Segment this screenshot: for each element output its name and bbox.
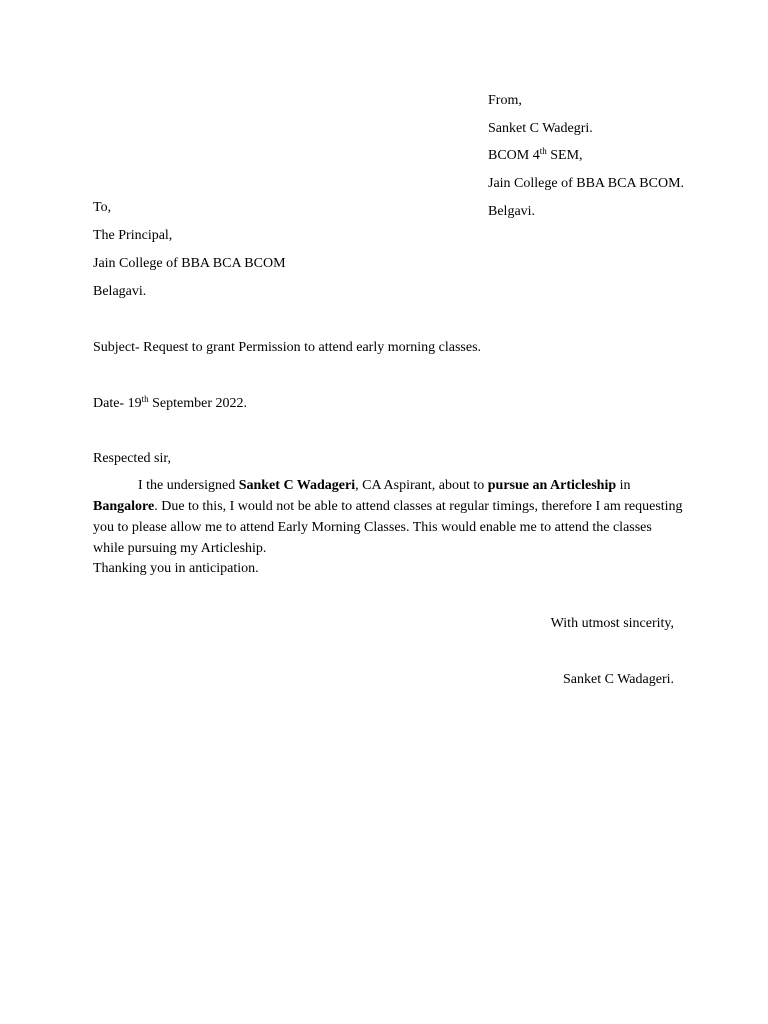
date-sup: th	[141, 394, 149, 404]
from-college: Jain College of BBA BCA BCOM.	[488, 176, 685, 191]
body-articleship-bold: pursue an Articleship	[487, 478, 617, 493]
to-label: To,	[93, 200, 112, 215]
from-city: Belgavi.	[488, 204, 536, 219]
body-city-bold: Bangalore	[93, 499, 155, 514]
to-college: Jain College of BBA BCA BCOM	[93, 256, 286, 271]
from-course-sup: th	[539, 146, 547, 156]
body-name-bold: Sanket C Wadageri	[238, 478, 356, 493]
to-city: Belagavi.	[93, 284, 147, 299]
from-course-suffix: SEM,	[546, 148, 583, 163]
signature-line: Sanket C Wadageri.	[563, 672, 674, 687]
from-label: From,	[488, 93, 522, 108]
date-line	[93, 395, 247, 413]
subject-line: Subject- Request to grant Permission to attend early morning classes.	[93, 340, 482, 355]
thanks-line: Thanking you in anticipation.	[93, 561, 259, 576]
from-course	[488, 147, 583, 165]
from-name: Sanket C Wadegri.	[488, 121, 593, 136]
body-part3: in	[616, 478, 631, 493]
to-title: The Principal,	[93, 228, 173, 243]
date-prefix: Date- 19	[93, 396, 142, 411]
body-part2: , CA Aspirant, about to	[355, 478, 488, 493]
body-paragraph	[93, 475, 683, 559]
body-part4: . Due to this, I would not be able to attend classes at regular timings, therefore I am requesting you to please allow me to attend Early Morning Classes. This would enable me to attend the classes while pursuing my Articleship.	[93, 499, 683, 556]
closing-line: With utmost sincerity,	[550, 616, 674, 631]
date-suffix: September 2022.	[148, 396, 247, 411]
salutation: Respected sir,	[93, 451, 171, 466]
from-course-prefix: BCOM 4	[488, 148, 540, 163]
body-part1: I the undersigned	[138, 478, 239, 493]
